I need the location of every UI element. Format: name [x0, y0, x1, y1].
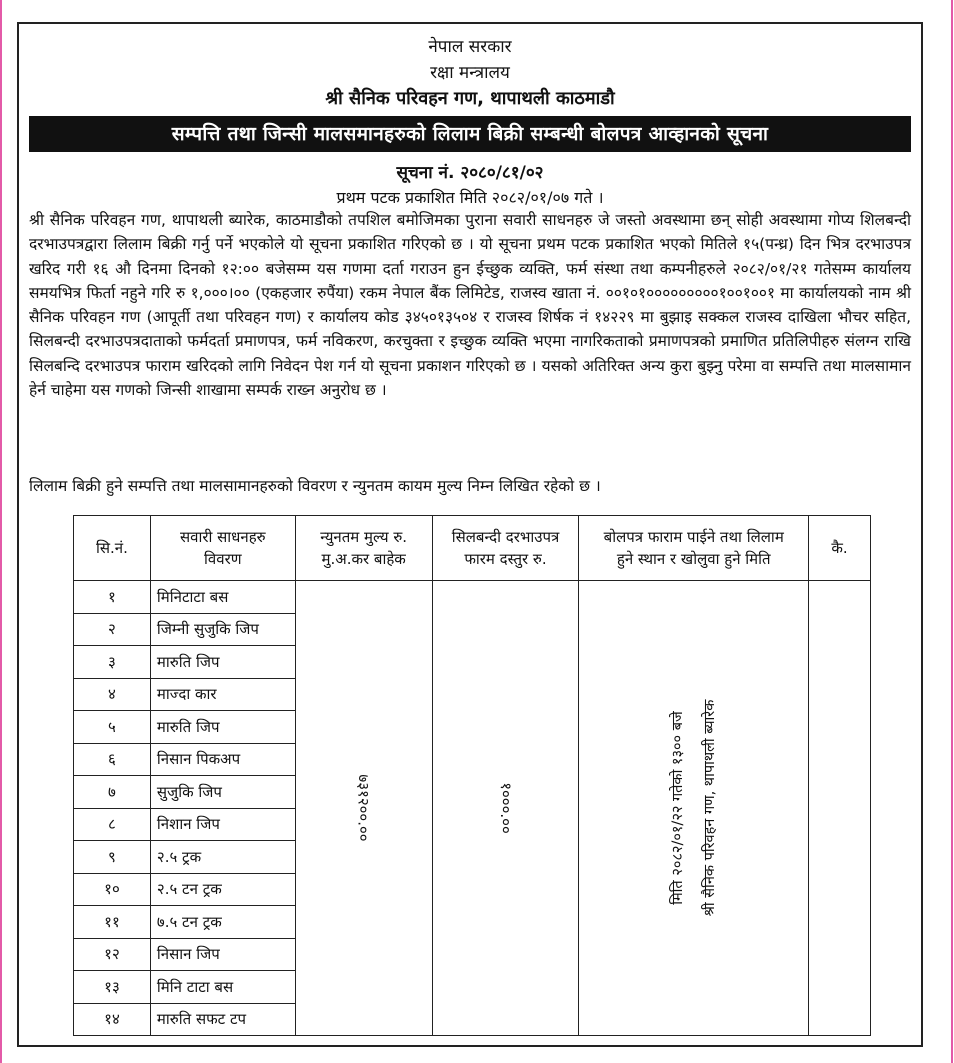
header-ministry: रक्षा मन्त्रालय	[430, 63, 510, 83]
row-serial-number: १२	[74, 938, 151, 971]
col-header-remarks: कै.	[809, 516, 871, 581]
row-vehicle-description: मारुति जिप	[150, 646, 295, 679]
row-vehicle-description: २.५ ट्रक	[150, 841, 295, 874]
opening-date-line: मिति २०८२/०१/२२ गतेको १३०० बजे	[669, 711, 686, 905]
col-header-place-date: बोलपत्र फाराम पाईने तथा लिलाम हुने स्थान र खोलुवा हुने मिति	[579, 516, 809, 581]
min-price-value: ७३१२००.००	[354, 774, 373, 842]
place-line: श्री सैनिक परिवहन गण, थापाथली ब्यारेक	[701, 699, 718, 917]
col-header-min-price: न्युनतम मुल्य रु. मु.अ.कर बाहेक	[295, 516, 432, 581]
col-header-sn: सि.नं.	[74, 516, 151, 581]
min-price-cell	[295, 581, 432, 1036]
row-vehicle-description: मिनि टाटा बस	[150, 971, 295, 1004]
row-vehicle-description: मिनिटाटा बस	[150, 581, 295, 614]
notice-frame	[17, 22, 923, 1047]
row-serial-number: ८	[74, 808, 151, 841]
row-vehicle-description: ७.५ टन ट्रक	[150, 906, 295, 939]
row-serial-number: ७	[74, 776, 151, 809]
auction-items-table	[73, 515, 871, 1036]
table-header-row	[74, 516, 871, 581]
notice-body: श्री सैनिक परिवहन गण, थापाथली ब्यारेक, काठमाडौको तपशिल बमोजिमका पुराना सवारी साधनहरु जे जस्तो अवस्थामा छन् सोही अवस्थामा गोप्य शिलबन्दी दरभाउपत्रद्वारा लिलाम बिक्री गर्नु पर्ने भएकोले यो सूचना प्रकाशित गरिएको छ । यो सूचना प्रथम पटक प्रकाशित भएको मितिले १५(पन्ध्र) दिन भित्र दरभाउपत्र खरिद गरी १६ औ दिनमा दिनको १२:०० बजेसम्म यस गणमा दर्ता गराउन हुन ईच्छुक व्यक्ति, फर्म संस्था तथा कम्पनीहरुले २०८२/०१/२१ गतेसम्म कार्यालय समयभित्र फिर्ता नहुने गरि रु १,०००।०० (एकहजार रुपैंया) रकम नेपाल बैंक लिमिटेड, राजस्व खाता नं. ००१०१०००००००००१००१००१ मा कार्यालयको नाम श्री सैनिक परिवहन गण (आपूर्ती तथा परिवहन गण) र कार्यालय कोड ३४५०१३५०४ र राजस्व शिर्षक नं १४२२९ मा बुझाइ सक्कल राजस्व दाखिला भौचर सहित, सिलबन्दी दरभाउपत्रदाताको फर्मदर्ता प्रमाणपत्र, फर्म नविकरण, करचुक्ता र इच्छुक व्यक्ति भएमा नागरिकताको प्रमाणपत्रको प्रमाणित प्रतिलिपीहरु संलग्न राखि सिलबन्दि दरभाउपत्र फाराम खरिदको लागि निवेदन पेश गर्न यो सूचना प्रकाशन गरिएको छ । यसको अतिरिक्त अन्य कुरा बुझ्नु परेमा वा सम्पत्ति तथा मालसामान हेर्न चाहेमा यस गणको जिन्सी शाखामा सम्पर्क राख्न अनुरोध छ ।	[29, 211, 911, 400]
publish-date: प्रथम पटक प्रकाशित मिति २०८२/०१/०७ गते ।	[336, 188, 604, 207]
notice-title: सम्पत्ति तथा जिन्सी मालसमानहरुको लिलाम बिक्री सम्बन्धी बोलपत्र आव्हानको सूचना	[29, 116, 911, 152]
row-serial-number: ९	[74, 841, 151, 874]
place-date-text	[662, 700, 726, 917]
row-serial-number: ४	[74, 678, 151, 711]
row-vehicle-description: निशान जिप	[150, 808, 295, 841]
row-serial-number: १४	[74, 1003, 151, 1036]
row-serial-number: १०	[74, 873, 151, 906]
row-vehicle-description: मारुति जिप	[150, 711, 295, 744]
header-government: नेपाल सरकार	[428, 37, 512, 57]
place-date-cell	[579, 581, 809, 1036]
row-vehicle-description: २.५ टन ट्रक	[150, 873, 295, 906]
remarks-cell	[809, 581, 871, 1036]
row-serial-number: २	[74, 613, 151, 646]
col-header-form-fee: सिलबन्दी दरभाउपत्र फारम दस्तुर रु.	[432, 516, 579, 581]
row-vehicle-description: माज्दा कार	[150, 678, 295, 711]
row-vehicle-description: निसान पिकअप	[150, 743, 295, 776]
row-serial-number: ६	[74, 743, 151, 776]
row-serial-number: ३	[74, 646, 151, 679]
table-row	[74, 581, 871, 614]
page-edge-left	[0, 0, 2, 1063]
form-fee-cell	[432, 581, 579, 1036]
page-edge-right	[951, 0, 953, 1063]
col-header-description: सवारी साधनहरु विवरण	[150, 516, 295, 581]
form-fee-value: १०००.००	[496, 782, 515, 834]
row-vehicle-description: जिम्नी सुजुकि जिप	[150, 613, 295, 646]
notice-number: सूचना नं. २०८०/८१/०२	[396, 163, 544, 183]
row-vehicle-description: सुजुकि जिप	[150, 776, 295, 809]
row-serial-number: १३	[74, 971, 151, 1004]
row-serial-number: ५	[74, 711, 151, 744]
row-vehicle-description: मारुति सफट टप	[150, 1003, 295, 1036]
row-vehicle-description: निसान जिप	[150, 938, 295, 971]
header-office: श्री सैनिक परिवहन गण, थापाथली काठमाडौ	[325, 88, 615, 109]
row-serial-number: १	[74, 581, 151, 614]
table-intro: लिलाम बिक्री हुने सम्पत्ति तथा मालसामानहरुको विवरण र न्युनतम कायम मुल्य निम्न लिखित रहेको छ ।	[29, 477, 601, 495]
row-serial-number: ११	[74, 906, 151, 939]
